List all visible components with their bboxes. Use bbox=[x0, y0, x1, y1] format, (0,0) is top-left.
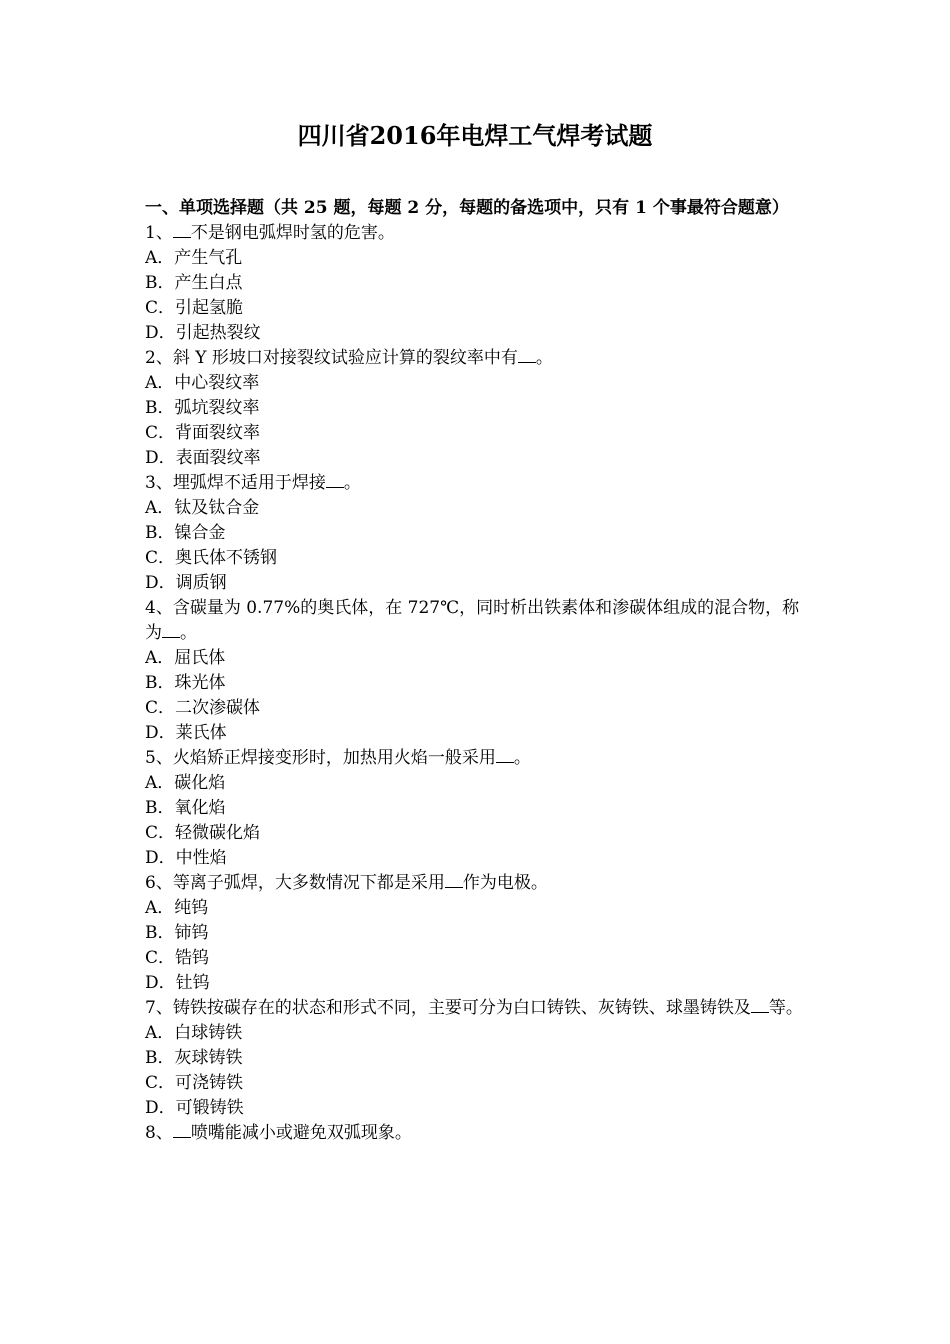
answer-option: B．镍合金 bbox=[145, 523, 226, 543]
answer-option: C．可浇铸铁 bbox=[145, 1073, 244, 1093]
question-stem-end: 喷嘴能减小或避免双弧现象。 bbox=[190, 1123, 412, 1143]
question-stem-end: 。 bbox=[535, 348, 553, 368]
answer-option: A．屈氏体 bbox=[145, 648, 226, 668]
answer-option: B．产生白点 bbox=[145, 273, 243, 293]
answer-blank bbox=[496, 748, 514, 763]
answer-option: A．碳化焰 bbox=[145, 773, 226, 793]
question-stem-end: 不是钢电弧焊时氢的危害。 bbox=[190, 223, 395, 243]
question-stem-start: 1、 bbox=[145, 223, 173, 243]
answer-option: D．表面裂纹率 bbox=[145, 448, 261, 468]
question-text bbox=[145, 471, 810, 496]
answer-option: B．氧化焰 bbox=[145, 798, 226, 818]
question-stem-start: 8、 bbox=[145, 1123, 173, 1143]
answer-blank bbox=[751, 998, 769, 1013]
answer-blank bbox=[445, 873, 463, 888]
answer-option: C．背面裂纹率 bbox=[145, 423, 261, 443]
answer-blank bbox=[518, 348, 536, 363]
question-stem-start: 4、含碳量为 0.77%的奥氏体，在 727℃，同时析出铁素体和渗碳体组成的混合物，称为 bbox=[145, 598, 800, 643]
answer-blank bbox=[173, 223, 191, 238]
answer-option: D．中性焰 bbox=[145, 848, 227, 868]
answer-option: A．中心裂纹率 bbox=[145, 373, 260, 393]
question-stem-start: 3、埋弧焊不适用于焊接 bbox=[145, 473, 326, 493]
question-text bbox=[145, 746, 810, 771]
answer-option: A．白球铸铁 bbox=[145, 1023, 243, 1043]
answer-option: D．引起热裂纹 bbox=[145, 323, 261, 343]
answer-blank bbox=[173, 1123, 191, 1138]
answer-option: C．锆钨 bbox=[145, 948, 210, 968]
answer-option: B．珠光体 bbox=[145, 673, 226, 693]
answer-option: B．灰球铸铁 bbox=[145, 1048, 243, 1068]
answer-option: A．钛及钛合金 bbox=[145, 498, 260, 518]
question-stem-start: 2、斜 Y 形坡口对接裂纹试验应计算的裂纹率中有 bbox=[145, 348, 518, 368]
answer-option: D．调质钢 bbox=[145, 573, 227, 593]
question-text bbox=[145, 596, 810, 646]
answer-option: C．引起氢脆 bbox=[145, 298, 244, 318]
question-text bbox=[145, 996, 810, 1021]
answer-option: B．铈钨 bbox=[145, 923, 209, 943]
question-stem-end: 。 bbox=[513, 748, 531, 768]
answer-option: A．产生气孔 bbox=[145, 248, 243, 268]
answer-option: C．奥氏体不锈钢 bbox=[145, 548, 278, 568]
answer-blank bbox=[326, 473, 344, 488]
question-text bbox=[145, 871, 810, 896]
answer-option: D．可锻铸铁 bbox=[145, 1098, 244, 1118]
answer-blank bbox=[162, 623, 180, 638]
answer-option: D．莱氏体 bbox=[145, 723, 227, 743]
question-stem-end: 。 bbox=[343, 473, 361, 493]
answer-option: D．钍钨 bbox=[145, 973, 210, 993]
document-title: 四川省2016年电焊工气焊考试题 bbox=[297, 121, 653, 150]
question-text bbox=[145, 1121, 810, 1146]
question-list bbox=[145, 221, 810, 1146]
answer-option: A．纯钨 bbox=[145, 898, 209, 918]
question-stem-end: 。 bbox=[180, 623, 197, 643]
document-body bbox=[145, 196, 810, 1146]
question-stem-start: 5、火焰矫正焊接变形时，加热用火焰一般采用 bbox=[145, 748, 496, 768]
question-text bbox=[145, 221, 810, 246]
answer-option: C．二次渗碳体 bbox=[145, 698, 261, 718]
section-heading: 一、单项选择题（共 25 题，每题 2 分，每题的备选项中，只有 1 个事最符合题意） bbox=[145, 198, 789, 218]
answer-option: C．轻微碳化焰 bbox=[145, 823, 261, 843]
question-stem-start: 6、等离子弧焊，大多数情况下都是采用 bbox=[145, 873, 445, 893]
question-text bbox=[145, 346, 810, 371]
question-stem-end: 作为电极。 bbox=[462, 873, 548, 893]
question-stem-end: 等。 bbox=[768, 998, 803, 1018]
question-stem-start: 7、铸铁按碳存在的状态和形式不同，主要可分为白口铸铁、灰铸铁、球墨铸铁及 bbox=[145, 998, 751, 1018]
answer-option: B．弧坑裂纹率 bbox=[145, 398, 260, 418]
